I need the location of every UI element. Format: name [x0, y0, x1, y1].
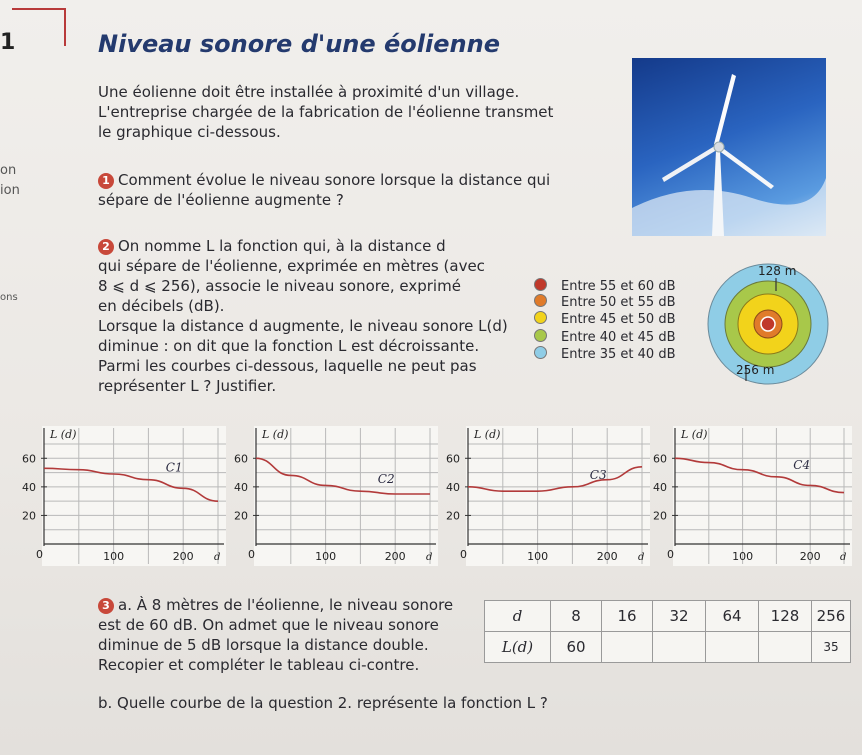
legend-item: Entre 35 et 40 dB [534, 346, 676, 362]
exercise-bracket [12, 8, 66, 46]
origin-label: 0 [248, 548, 255, 561]
table-cell [759, 632, 812, 663]
table-cell [653, 632, 706, 663]
x-axis-label: d [426, 552, 433, 563]
x-tick-label: 100 [315, 550, 337, 563]
legend-dot-icon [534, 278, 547, 291]
curve-label: C2 [377, 472, 395, 487]
x-tick-label: 200 [384, 550, 406, 563]
legend-item: Entre 55 et 60 dB [534, 278, 676, 294]
margin-note-3: ons [0, 292, 18, 303]
table-cell [706, 632, 759, 663]
legend-dot-icon [534, 346, 547, 359]
distance-128-label: 128 m [758, 264, 797, 278]
curve-label: C4 [793, 457, 811, 472]
y-tick-label: 60 [234, 452, 248, 466]
y-axis-label: L (d) [262, 428, 289, 441]
table-row [485, 601, 851, 632]
x-tick-label: 200 [172, 550, 194, 563]
question-1: 1 Comment évolue le niveau sonore lorsque la distance qui sépare de l'éolienne augmente ? [98, 171, 551, 209]
y-tick-label: 60 [22, 452, 36, 466]
wind-turbine-icon [632, 58, 826, 236]
zone-55-60 [761, 317, 775, 331]
legend-item: Entre 50 et 55 dB [534, 294, 676, 310]
question-3a: 3 a. À 8 mètres de l'éolienne, le niveau sonore est de 60 dB. On admet que le niveau sonore diminue de 5 dB lorsque la distance double. Recopier et compléter le tableau ci-contre. [98, 596, 454, 674]
distance-level-table [484, 600, 851, 663]
question-2-badge: 2 [98, 239, 114, 255]
x-tick-label: 100 [103, 550, 125, 563]
table-cell: 60 [551, 632, 602, 663]
origin-label: 0 [460, 548, 467, 561]
legend-dot-icon [534, 329, 547, 342]
table-header-ld: L(d) [485, 632, 551, 663]
table-cell: 16 [602, 601, 653, 632]
y-tick-label: 40 [446, 480, 460, 494]
y-tick-label: 60 [653, 452, 667, 466]
x-tick-label: 200 [799, 550, 821, 563]
chart-c3 [446, 422, 656, 572]
question-3-badge: 3 [98, 598, 114, 614]
table-cell [602, 632, 653, 663]
chart-c4 [653, 422, 858, 572]
wind-turbine-photo [632, 58, 826, 236]
origin-label: 0 [36, 548, 43, 561]
chart-panel [673, 426, 852, 566]
table-cell: 256 [812, 601, 851, 632]
curve-label: C1 [165, 460, 183, 475]
x-axis-label: d [840, 552, 847, 563]
margin-note-2: ion [0, 183, 20, 198]
distance-256-label: 256 m [736, 363, 775, 377]
table-header-d: d [485, 601, 551, 632]
chart-c1 [22, 422, 232, 572]
y-axis-label: L (d) [50, 428, 77, 441]
y-axis-label: L (d) [474, 428, 501, 441]
question-1-badge: 1 [98, 173, 114, 189]
y-tick-label: 20 [446, 509, 460, 523]
noise-zones-diagram [700, 255, 860, 405]
chart-c2 [234, 422, 444, 572]
x-tick-label: 200 [596, 550, 618, 563]
table-cell: 32 [653, 601, 706, 632]
table-cell: 128 [759, 601, 812, 632]
x-axis-label: d [214, 552, 221, 563]
table-cell: 64 [706, 601, 759, 632]
question-2: 2 On nomme L la fonction qui, à la distance d qui sépare de l'éolienne, exprimée en mètres (avec 8 ⩽ d ⩽ 256), associe le niveau sonore, exprimé en décibels (dB). Lorsque la distance d augmente, le niveau sonore L(d) diminue : on dit que la fonction L est décroissante. Parmi les courbes ci-dessous, laquelle ne peut pas représenter L ? Justifier. [98, 237, 508, 395]
y-tick-label: 20 [653, 509, 667, 523]
y-tick-label: 60 [446, 452, 460, 466]
x-tick-label: 100 [527, 550, 549, 563]
margin-note-1: on [0, 163, 17, 178]
table-cell: 8 [551, 601, 602, 632]
x-axis-label: d [638, 552, 645, 563]
y-axis-label: L (d) [681, 428, 708, 441]
origin-label: 0 [667, 548, 674, 561]
table-row [485, 632, 851, 663]
x-tick-label: 100 [732, 550, 754, 563]
legend-item: Entre 45 et 50 dB [534, 311, 676, 327]
curve-label: C3 [589, 467, 607, 482]
intro-text: Une éolienne doit être installée à proximité d'un village. L'entreprise chargée de la fabrication de l'éolienne transmet le graphique ci-dessous. [98, 83, 554, 141]
chart-panel [466, 426, 650, 566]
y-tick-label: 20 [22, 509, 36, 523]
y-tick-label: 40 [22, 480, 36, 494]
y-tick-label: 40 [653, 480, 667, 494]
table-cell: 35 [812, 632, 851, 663]
question-3b: b. Quelle courbe de la question 2. représente la fonction L ? [98, 694, 548, 712]
chart-panel [42, 426, 226, 566]
legend-item: Entre 40 et 45 dB [534, 329, 676, 345]
exercise-title: Niveau sonore d'une éolienne [98, 30, 500, 58]
legend-dot-icon [534, 311, 547, 324]
y-tick-label: 20 [234, 509, 248, 523]
exercise-number: 1 [0, 30, 16, 55]
legend-dot-icon [534, 294, 547, 307]
chart-panel [254, 426, 438, 566]
y-tick-label: 40 [234, 480, 248, 494]
